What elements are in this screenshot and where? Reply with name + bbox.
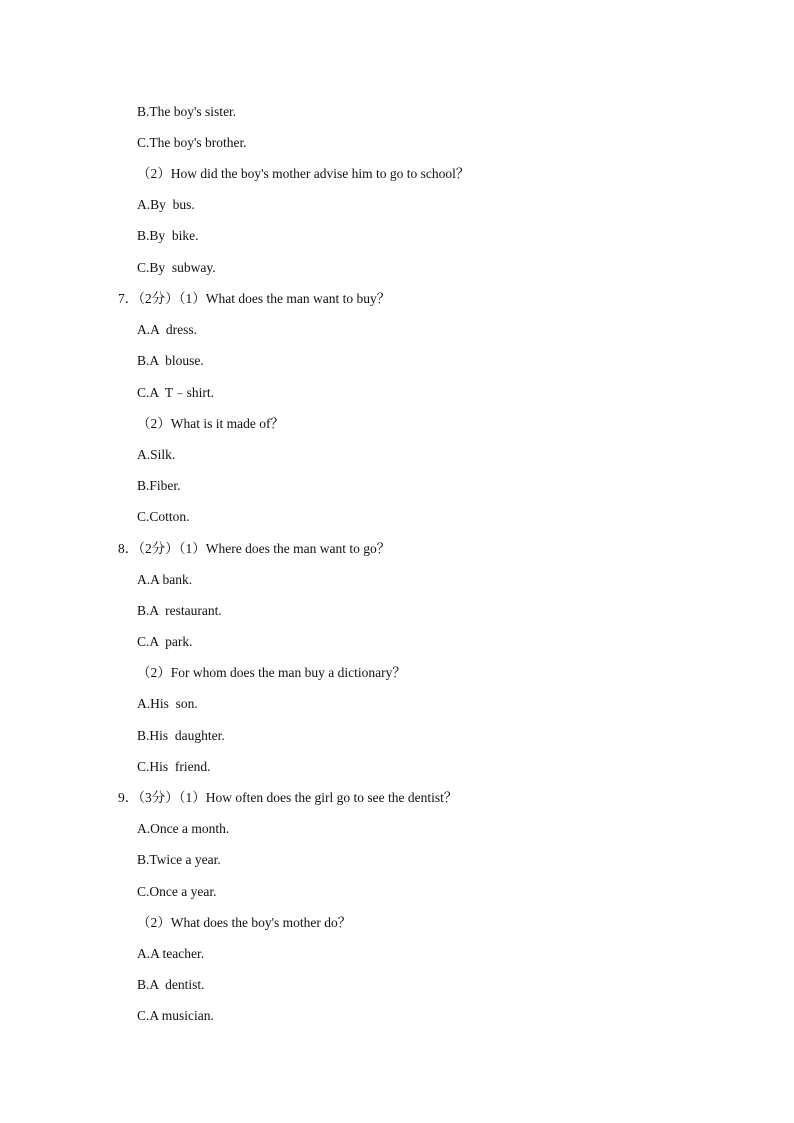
question-heading: 7．（2分）（1）What does the man want to buy？ — [118, 291, 391, 306]
option-line: C.A musician. — [137, 1008, 214, 1023]
option-line: C.By subway. — [137, 260, 216, 275]
option-line: A.Silk. — [137, 447, 176, 462]
option-line: C.Once a year. — [137, 884, 217, 899]
option-line: A.By bus. — [137, 197, 195, 212]
option-line: C.The boy's brother. — [137, 135, 247, 150]
sub-question: （2）How did the boy's mother advise him to go to school？ — [137, 166, 470, 181]
question-heading: 8．（2分）（1）Where does the man want to go？ — [118, 541, 391, 556]
option-line: B.Fiber. — [137, 478, 181, 493]
option-line: B.A blouse. — [137, 353, 204, 368]
option-line: B.A restaurant. — [137, 603, 222, 618]
option-line: B.By bike. — [137, 228, 199, 243]
option-line: A.Once a month. — [137, 821, 230, 836]
option-line: B.Twice a year. — [137, 852, 221, 867]
option-line: A.His son. — [137, 696, 198, 711]
question-heading: 9．（3分）（1）How often does the girl go to see the dentist？ — [118, 790, 458, 805]
option-line: C.A T﹣shirt. — [137, 385, 215, 400]
option-line: A.A bank. — [137, 572, 193, 587]
option-line: C.His friend. — [137, 759, 211, 774]
sub-question: （2）What is it made of？ — [137, 416, 284, 431]
sub-question: （2）What does the boy's mother do？ — [137, 915, 352, 930]
sub-question: （2）For whom does the man buy a dictionary？ — [137, 665, 406, 680]
option-line: B.His daughter. — [137, 728, 225, 743]
option-line: A.A teacher. — [137, 946, 205, 961]
option-line: B.The boy's sister. — [137, 104, 237, 119]
option-line: C.A park. — [137, 634, 193, 649]
option-line: C.Cotton. — [137, 509, 190, 524]
option-line: B.A dentist. — [137, 977, 205, 992]
option-line: A.A dress. — [137, 322, 197, 337]
